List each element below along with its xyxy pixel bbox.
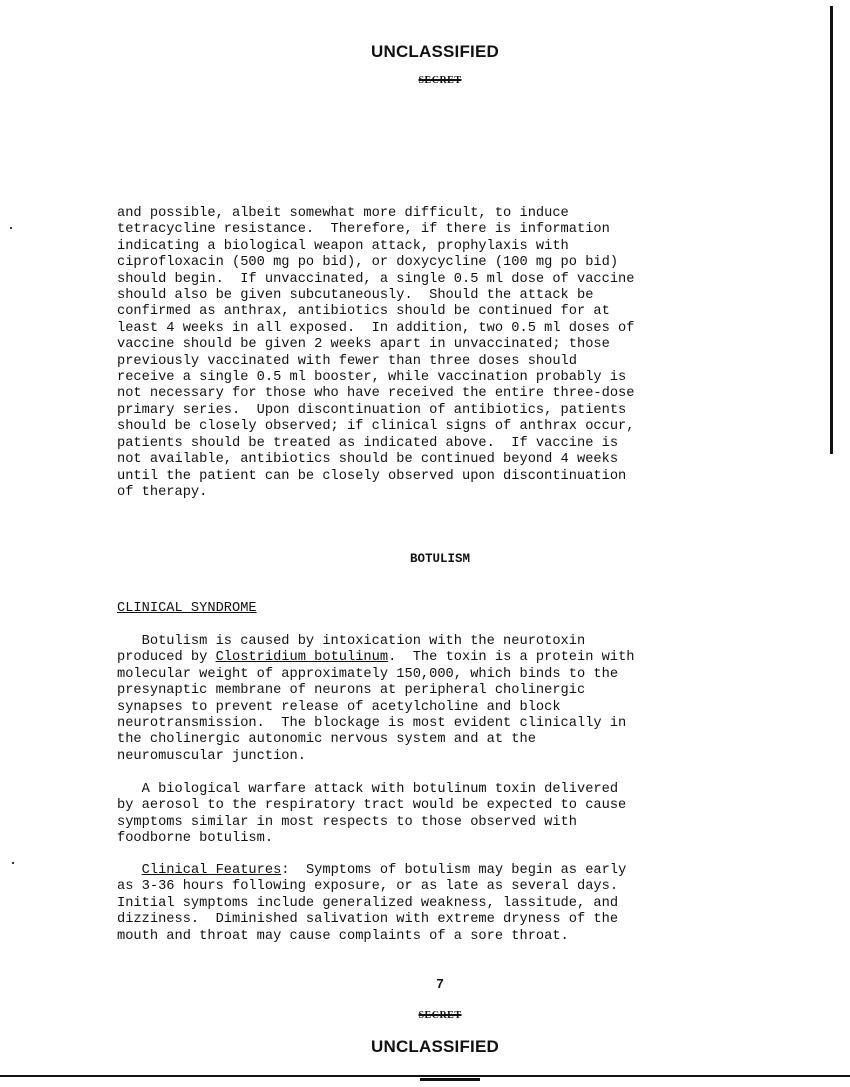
syndrome-paragraph xyxy=(117,634,797,765)
bottom-classification: UNCLASSIFIED xyxy=(370,1037,500,1056)
features-rest: : Symptoms of botulism may begin as early as 3-36 hours following exposure, or as late as several days. Initial symptoms include generalized weakness, lassitude, and dizziness. Diminished salivation with extreme dryness of the mouth and throat may cause complaints of a sore throat. xyxy=(117,863,627,944)
top-secret-marking xyxy=(0,75,850,86)
syndrome-rest: . The toxin is a protein with molecular weight of approximately 150,000, which binds to the presynaptic membrane of neurons at peripheral cholinergic synapses to prevent release of acetylcholine and block neurotransmission. The blockage is most evident clinically in the cholinergic autonomic nervous system and at the neuromuscular junction. xyxy=(117,650,635,764)
attack-paragraph: A biological warfare attack with botulinum toxin delivered by aerosol to the respiratory tract would be expected to cause symptoms similar in most respects to those observed with foodborne botulism. xyxy=(117,782,627,847)
footer-rule-thick xyxy=(420,1078,480,1081)
scan-speck xyxy=(12,862,14,864)
section-heading: BOTULISM xyxy=(409,552,470,566)
bottom-secret-marking xyxy=(0,1010,850,1021)
features-paragraph xyxy=(117,863,797,945)
syndrome-intro: Botulism is caused by intoxication with the neurotoxin produced by xyxy=(117,634,586,666)
organism-name: Clostridium botulinum xyxy=(215,650,389,666)
top-secret-text: SECRET xyxy=(418,75,462,86)
features-indent xyxy=(117,863,142,878)
footer-rule xyxy=(0,1075,850,1077)
page-number: 7 xyxy=(436,976,444,991)
features-label: Clinical Features xyxy=(141,863,282,878)
scan-speck xyxy=(10,227,12,229)
scan-edge-bar xyxy=(830,6,833,454)
top-classification: UNCLASSIFIED xyxy=(370,42,500,61)
bottom-secret-text: SECRET xyxy=(418,1010,462,1021)
subsection-heading: CLINICAL SYNDROME xyxy=(117,601,257,616)
continued-paragraph: and possible, albeit somewhat more difficult, to induce tetracycline resistance. Therefore, if there is information indicating a biological weapon attack, prophylaxis with ciprofloxacin (500 mg po bid), or doxycycline (100 mg po bid) should begin. If unvaccinated, a single 0.5 ml dose of vaccine should also be given subcutaneously. Should the attack be confirmed as anthrax, antibiotics should be continued for at least 4 weeks in all exposed. In addition, two 0.5 ml doses of vaccine should be given 2 weeks apart in unvaccinated; those previously vaccinated with fewer than three doses should receive a single 0.5 ml booster, while vaccination probably is not necessary for those who have received the entire three-dose primary series. Upon discontinuation of antibiotics, patients should be closely observed; if clinical signs of anthrax occur, patients should be treated as indicated above. If vaccine is not available, antibiotics should be continued beyond 4 weeks until the patient can be closely observed upon discontinuation of therapy. xyxy=(117,206,635,500)
